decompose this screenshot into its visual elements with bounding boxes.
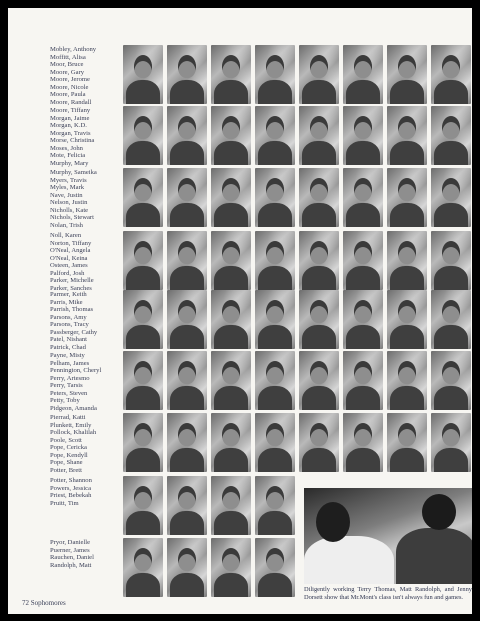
student-portrait — [167, 538, 207, 597]
photo-caption: Diligently working Terry Thomas, Matt Randolph, and Jenny Dorsett show that Mr.Mont's class isn't always fun and games. — [304, 586, 472, 601]
student-portrait — [211, 351, 251, 410]
student-name: O'Neal, Keina — [50, 254, 88, 262]
student-portrait — [431, 290, 471, 349]
student-name: Nave, Justin — [50, 191, 83, 199]
student-name: Parker, Michelle — [50, 277, 94, 284]
name-list — [50, 539, 122, 569]
student-name: Passberger, Cathy — [50, 328, 98, 336]
student-portrait — [255, 290, 295, 349]
student-name: Rauchen, Daniel — [50, 554, 94, 561]
student-portrait — [123, 45, 163, 104]
student-name: Potter, Shannon — [50, 477, 92, 484]
student-portrait — [211, 476, 251, 535]
student-portrait — [431, 106, 471, 165]
student-name: Parker, Sanches — [50, 284, 92, 292]
student-name: Nicholls, Kate — [50, 206, 89, 214]
student-name: Parsons, Amy — [50, 313, 87, 321]
student-name: Norton, Tiffany — [50, 239, 92, 247]
student-name: Morgan, K.D. — [50, 122, 87, 129]
student-portrait — [123, 351, 163, 410]
name-list — [50, 291, 122, 351]
student-name: Parmer, Keith — [50, 291, 87, 298]
name-list — [50, 169, 122, 229]
student-portrait — [211, 290, 251, 349]
student-portrait — [211, 168, 251, 227]
student-portrait — [167, 290, 207, 349]
student-name: Nolan, Trish — [50, 221, 83, 229]
name-list — [50, 107, 122, 167]
student-portrait — [299, 168, 339, 227]
student-portrait — [167, 351, 207, 410]
student-name: Pope, Cericka — [50, 444, 87, 451]
student-portrait — [431, 231, 471, 290]
student-portrait — [343, 45, 383, 104]
student-portrait — [387, 351, 427, 410]
student-name: Priest, Bebekah — [50, 492, 92, 499]
student-portrait — [387, 45, 427, 104]
student-name: Nelson, Justin — [50, 199, 88, 206]
student-name: O'Neal, Angela — [50, 247, 91, 254]
student-name: Pierrad, Katti — [50, 414, 86, 421]
student-name: Osteen, James — [50, 262, 88, 269]
student-portrait — [123, 538, 163, 597]
student-name: Morgan, Jaime — [50, 114, 90, 122]
student-portrait — [211, 45, 251, 104]
student-name: Pennington, Cheryl — [50, 367, 102, 374]
student-portrait — [387, 413, 427, 472]
student-portrait — [343, 351, 383, 410]
student-portrait — [431, 45, 471, 104]
student-portrait — [255, 476, 295, 535]
student-portrait — [299, 231, 339, 290]
student-name: Plunkett, Emily — [50, 421, 92, 429]
student-name: Parsons, Tracy — [50, 321, 89, 328]
student-name: Moore, Randall — [50, 98, 92, 106]
student-portrait — [255, 413, 295, 472]
name-list — [50, 414, 122, 474]
student-name: Myers, Travis — [50, 176, 87, 184]
student-name: Parris, Mike — [50, 298, 83, 306]
student-portrait — [123, 106, 163, 165]
student-portrait — [123, 231, 163, 290]
student-portrait — [343, 106, 383, 165]
student-name: Poole, Scott — [50, 436, 82, 444]
student-name: Moore, Gary — [50, 68, 85, 76]
student-name: Moses, John — [50, 144, 83, 152]
name-list — [50, 352, 122, 412]
student-name: Patel, Nishant — [50, 336, 87, 343]
student-portrait — [123, 476, 163, 535]
student-portrait — [431, 168, 471, 227]
student-name: Patrick, Chad — [50, 343, 86, 351]
student-name: Moore, Jerome — [50, 76, 90, 83]
name-list — [50, 477, 122, 507]
student-name: Mobley, Anthony — [50, 46, 97, 53]
student-name: Pollock, Khalilah — [50, 429, 97, 436]
student-name: Randolph, Matt — [50, 561, 92, 569]
student-name: Palford, Josh — [50, 269, 85, 277]
student-portrait — [255, 231, 295, 290]
student-portrait — [167, 476, 207, 535]
student-name: Perry, Artesmo — [50, 374, 90, 382]
student-portrait — [255, 45, 295, 104]
student-portrait — [255, 168, 295, 227]
student-name: Moffitt, Alisa — [50, 53, 86, 61]
student-name: Petty, Toby — [50, 397, 80, 404]
student-portrait — [211, 231, 251, 290]
student-name: Moore, Nicole — [50, 83, 89, 91]
yearbook-page — [8, 8, 472, 614]
student-name: Moore, Paula — [50, 91, 86, 98]
student-name: Morse, Christina — [50, 137, 95, 144]
student-portrait — [387, 106, 427, 165]
student-name: Pope, Shane — [50, 459, 83, 466]
student-portrait — [299, 413, 339, 472]
name-list — [50, 232, 122, 292]
student-portrait — [299, 351, 339, 410]
student-name: Noll, Karen — [50, 232, 82, 239]
name-list — [50, 46, 122, 106]
student-name: Potter, Brett — [50, 466, 82, 474]
student-name: Mote, Felicia — [50, 152, 86, 159]
student-portrait — [431, 413, 471, 472]
student-name: Murphy, Sameika — [50, 169, 97, 176]
student-portrait — [431, 351, 471, 410]
student-portrait — [123, 413, 163, 472]
student-portrait — [387, 290, 427, 349]
student-portrait — [123, 290, 163, 349]
student-portrait — [211, 106, 251, 165]
student-name: Payne, Misty — [50, 352, 85, 359]
student-name: Parrish, Thomas — [50, 306, 94, 313]
student-portrait — [167, 106, 207, 165]
student-portrait — [255, 351, 295, 410]
student-portrait — [255, 538, 295, 597]
student-portrait — [343, 413, 383, 472]
student-name: Puerner, James — [50, 546, 90, 554]
student-portrait — [167, 413, 207, 472]
student-portrait — [387, 231, 427, 290]
student-name: Perry, Tarsis — [50, 382, 83, 389]
page-footer: 72 Sophomores — [22, 599, 66, 607]
student-portrait — [343, 290, 383, 349]
student-portrait — [167, 45, 207, 104]
student-portrait — [299, 45, 339, 104]
student-portrait — [299, 106, 339, 165]
student-portrait — [211, 538, 251, 597]
student-portrait — [387, 168, 427, 227]
student-name: Moore, Tiffany — [50, 107, 91, 114]
student-portrait — [343, 168, 383, 227]
student-name: Moor, Bruce — [50, 61, 84, 68]
student-name: Morgan, Travis — [50, 129, 91, 137]
student-name: Myles, Mark — [50, 184, 85, 191]
student-portrait — [255, 106, 295, 165]
student-portrait — [343, 231, 383, 290]
student-name: Pruitt, Tim — [50, 499, 79, 507]
student-name: Pidgeon, Amanda — [50, 404, 97, 412]
student-name: Powers, Jessica — [50, 484, 92, 492]
student-name: Murphy, Mary — [50, 159, 89, 167]
student-name: Peters, Steven — [50, 389, 88, 397]
student-portrait — [123, 168, 163, 227]
student-portrait — [167, 231, 207, 290]
student-name: Pope, Kendyll — [50, 451, 88, 459]
student-portrait — [299, 290, 339, 349]
student-name: Pryor, Danielle — [50, 539, 91, 546]
student-portrait — [211, 413, 251, 472]
candid-classroom-photo — [304, 488, 472, 584]
student-name: Nichols, Stewart — [50, 214, 94, 221]
student-name: Pelham, James — [50, 359, 90, 367]
student-portrait — [167, 168, 207, 227]
